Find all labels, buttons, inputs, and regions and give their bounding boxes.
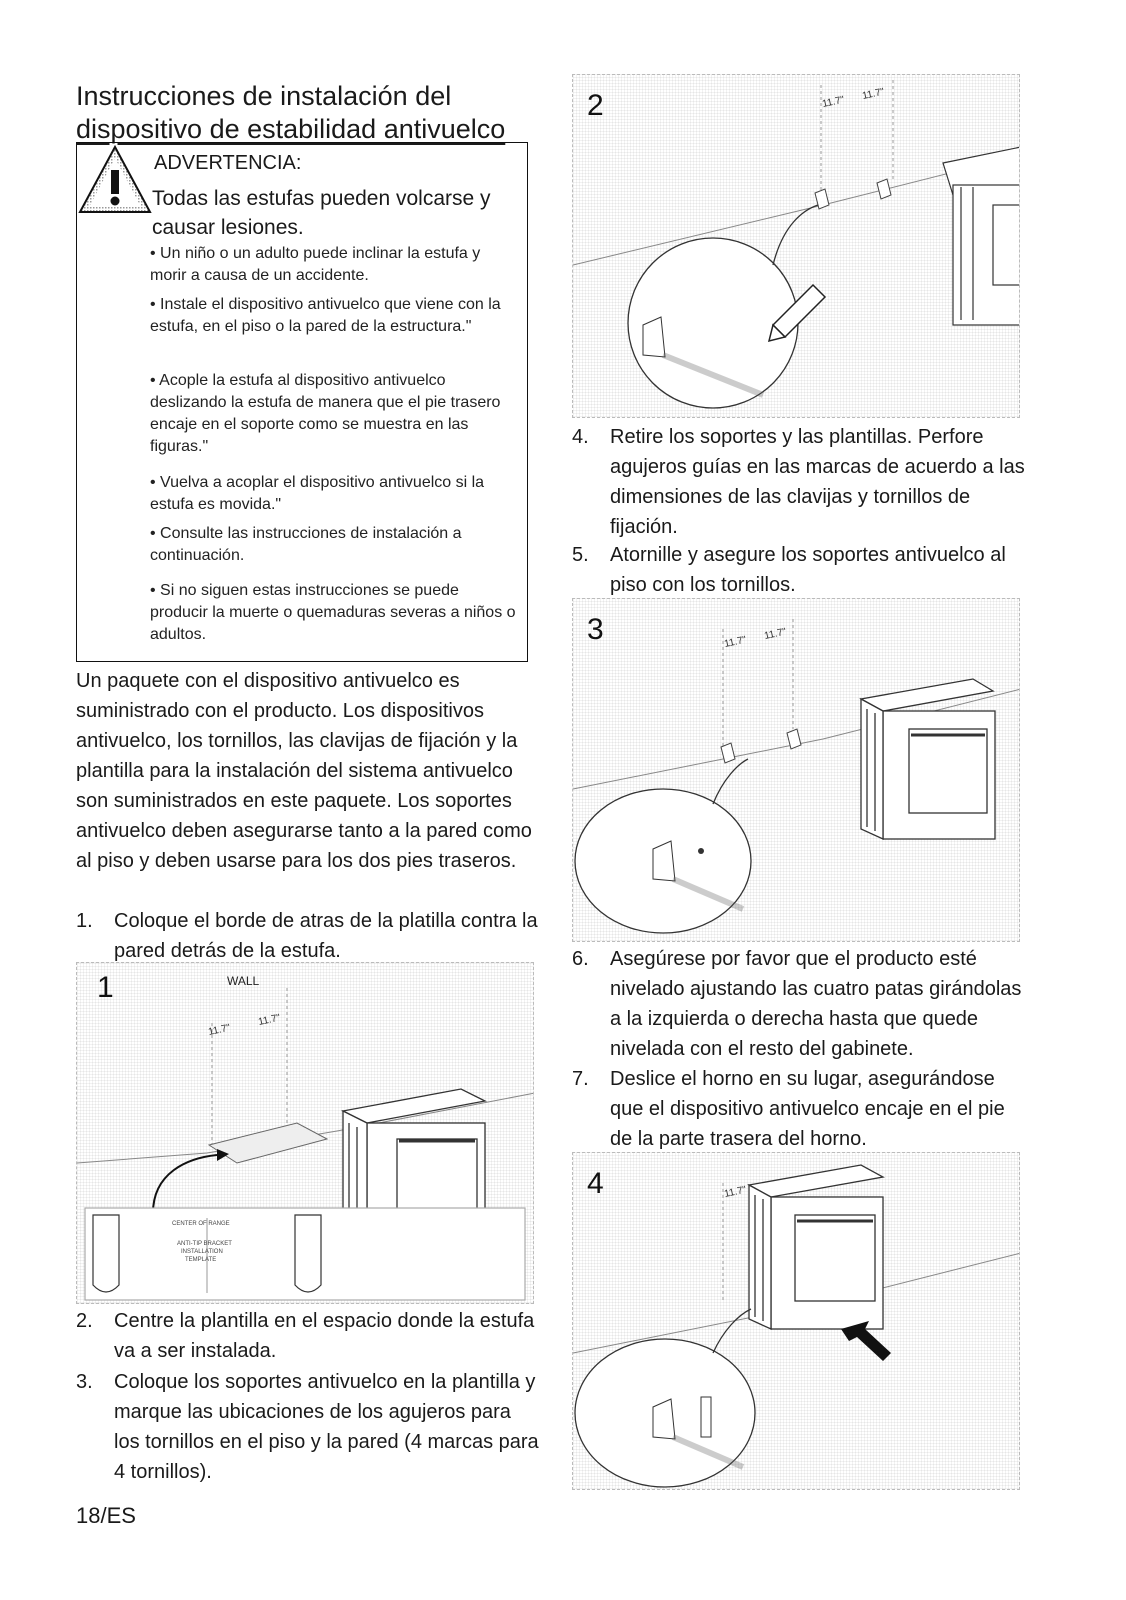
step-item-5 bbox=[572, 540, 1032, 600]
dim-left: 11.7" bbox=[723, 634, 748, 650]
bracket-markers bbox=[815, 179, 891, 209]
dim-left: 11.7" bbox=[821, 94, 846, 110]
page-title bbox=[76, 80, 536, 146]
warning-bullet: • Instale el dispositivo antivuelco que viene con la estufa, en el piso o la pared de la estructura." bbox=[150, 296, 501, 335]
template-text: INSTALLATION bbox=[181, 1249, 223, 1255]
warning-triangle-icon bbox=[78, 144, 152, 216]
figure-4 bbox=[572, 1152, 1020, 1490]
figure-2-illustration bbox=[573, 75, 1020, 418]
intro-paragraph: Un paquete con el dispositivo antivuelco es suministrado con el producto. Los dispositivos antivuelco, los tornillos, las clavijas de fijación y la plantilla para la instalación del sistema antivuelco son suministrados en este paquete. Los soportes antivuelco deben asegurarse tanto a la pared como al piso y deben usarse para los dos pies traseros. bbox=[76, 670, 532, 872]
screw-icon bbox=[698, 848, 704, 854]
step-number: 7. bbox=[572, 1068, 589, 1090]
dim-right: 11.7" bbox=[763, 626, 788, 642]
dim-right: 11.7" bbox=[861, 86, 886, 102]
title-line-2: dispositivo de estabilidad antivuelco bbox=[76, 114, 506, 144]
step-number: 5. bbox=[572, 544, 589, 566]
dim-left: 11.7" bbox=[207, 1022, 232, 1038]
step-item-7 bbox=[572, 1064, 1032, 1154]
step-number: 3. bbox=[76, 1371, 93, 1393]
warning-bullet: • Consulte las instrucciones de instalación a continuación. bbox=[150, 525, 462, 564]
figure-3-number: 3 bbox=[587, 613, 604, 646]
range-stove bbox=[943, 147, 1020, 325]
step-text: Coloque los soportes antivuelco en la plantilla y marque las ubicaciones de los agujeros para los tornillos en el piso y la pared (4 marcas para 4 tornillos). bbox=[114, 1371, 539, 1483]
step-text: Centre la plantilla en el espacio donde la estufa va a ser instalada. bbox=[114, 1310, 535, 1362]
step-item-6 bbox=[572, 944, 1032, 1064]
figure-2-number: 2 bbox=[587, 89, 604, 122]
warning-bullet: • Acople la estufa al dispositivo antivuelco deslizando la estufa de manera que el pie trasero encaje en el soporte como se muestra en las figuras." bbox=[150, 372, 501, 455]
template-text: ANTI-TIP BRACKET bbox=[177, 1241, 232, 1247]
step-item-1 bbox=[76, 906, 542, 966]
warning-lead: Todas las estufas pueden volcarse y causar lesiones. bbox=[152, 187, 491, 239]
step-number: 2. bbox=[76, 1310, 93, 1332]
figure-4-number: 4 bbox=[587, 1167, 604, 1200]
figure-1-illustration bbox=[77, 963, 534, 1304]
step-text: Asegúrese por favor que el producto esté nivelado ajustando las cuatro patas girándolas a la izquierda o derecha hasta que quede nivelada con el resto del gabinete. bbox=[610, 948, 1022, 1060]
step-text: Coloque el borde de atras de la platilla contra la pared detrás de la estufa. bbox=[114, 910, 538, 962]
page-number: 18/ES bbox=[76, 1503, 136, 1528]
template-detail bbox=[85, 1208, 525, 1300]
step-number: 1. bbox=[76, 910, 93, 932]
warning-heading: ADVERTENCIA: bbox=[154, 152, 302, 174]
figure-3-illustration bbox=[573, 599, 1020, 942]
title-line-1: Instrucciones de instalación del bbox=[76, 81, 452, 111]
wall-label: WALL bbox=[227, 974, 260, 988]
range-stove bbox=[861, 679, 995, 839]
range-stove bbox=[749, 1165, 883, 1329]
step-number: 6. bbox=[572, 948, 589, 970]
template-text: TEMPLATE bbox=[185, 1257, 217, 1263]
step-item-4 bbox=[572, 422, 1032, 542]
warning-bullet: • Si no siguen estas instrucciones se puede producir la muerte o quemaduras severas a niños o adultos. bbox=[150, 582, 516, 643]
step-text: Atornille y asegure los soportes antivuelco al piso con los tornillos. bbox=[610, 544, 1006, 596]
figure-3 bbox=[572, 598, 1020, 942]
step-item-3 bbox=[76, 1367, 542, 1487]
dim-right: 11.7" bbox=[257, 1012, 282, 1028]
template-text: CENTER OF RANGE bbox=[172, 1221, 230, 1227]
leveling-leg-icon bbox=[701, 1397, 711, 1437]
step-text: Deslice el horno en su lugar, asegurándose que el dispositivo antivuelco encaje en el pie de la parte trasera del horno. bbox=[610, 1068, 1005, 1150]
warning-bullet: • Un niño o un adulto puede inclinar la estufa y morir a causa de un accidente. bbox=[150, 245, 481, 284]
step-number: 4. bbox=[572, 426, 589, 448]
step-text: Retire los soportes y las plantillas. Perfore agujeros guías en las marcas de acuerdo a las dimensiones de las clavijas y tornillos de fijación. bbox=[610, 426, 1025, 538]
warning-bullet: • Vuelva a acoplar el dispositivo antivuelco si la estufa es movida." bbox=[150, 474, 485, 513]
figure-4-illustration bbox=[573, 1153, 1020, 1490]
step-item-2 bbox=[76, 1306, 542, 1366]
figure-1-number: 1 bbox=[97, 971, 114, 1004]
figure-2 bbox=[572, 74, 1020, 418]
dim-left: 11.7" bbox=[723, 1184, 748, 1200]
figure-1 bbox=[76, 962, 534, 1304]
